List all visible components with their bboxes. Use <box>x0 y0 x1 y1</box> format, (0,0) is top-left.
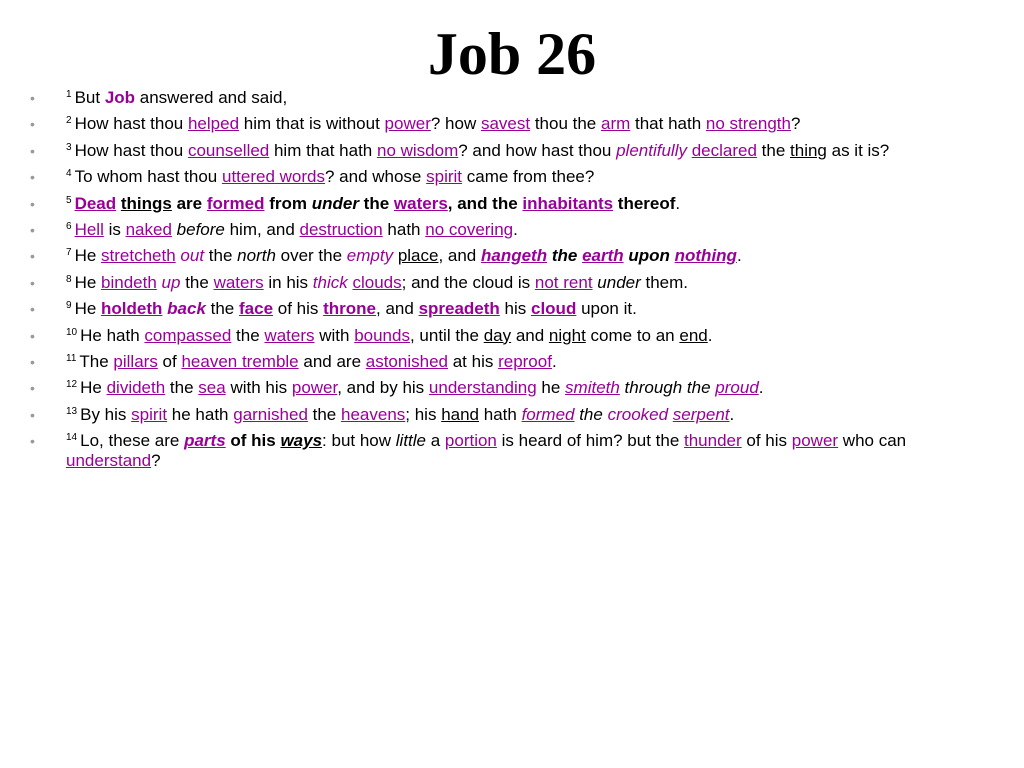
word-link[interactable]: naked <box>125 219 172 239</box>
verse-text: a <box>426 431 445 451</box>
word-link[interactable]: clouds <box>352 272 402 292</box>
verse-item <box>30 167 996 187</box>
verse-text: the <box>204 246 238 266</box>
verse-text: To whom hast thou <box>74 167 222 187</box>
verse-item <box>30 299 996 319</box>
verse-text: the <box>180 272 214 292</box>
word-link[interactable]: heaven tremble <box>181 351 299 371</box>
verse-text: . <box>736 246 742 266</box>
word-link[interactable]: earth <box>582 246 624 266</box>
verse-text: thing <box>790 140 827 160</box>
verse-item <box>30 404 996 425</box>
word-link[interactable]: waters <box>213 272 264 292</box>
verse-text: his <box>499 299 531 319</box>
verse-number: 3 <box>66 141 72 153</box>
verse-text: hath <box>382 219 426 239</box>
verse-item <box>30 114 996 134</box>
verse-text: How hast thou <box>74 140 188 160</box>
verse-text: , and <box>438 246 481 266</box>
bullet: • <box>30 353 35 370</box>
word-link[interactable]: spirit <box>426 167 463 187</box>
verse-text: thereof <box>613 193 676 213</box>
verse-text: at his <box>447 351 499 371</box>
verse-text: By his <box>80 404 132 424</box>
verse-text: place <box>397 246 439 266</box>
verse-text: before <box>176 219 225 239</box>
verse-text: under <box>311 193 359 213</box>
verse-text: , and <box>376 299 419 319</box>
verse-number: 10 <box>66 326 78 338</box>
verse-item <box>30 272 996 293</box>
verse-text: with his <box>225 378 292 398</box>
word-link[interactable]: thick <box>312 272 348 292</box>
verse-text: that hath <box>630 114 706 134</box>
word-link[interactable]: formed <box>521 404 575 424</box>
verse-text: and are <box>298 351 366 371</box>
verse-item <box>30 378 996 398</box>
word-link[interactable]: pillars <box>113 351 158 371</box>
verse-text: the <box>756 140 791 160</box>
verse-number: 7 <box>66 247 72 259</box>
word-link[interactable]: throne <box>323 299 377 319</box>
word-link[interactable]: holdeth <box>101 299 163 319</box>
word-link[interactable]: spirit <box>131 404 168 424</box>
verse-text: the <box>547 246 583 266</box>
verse-number: 9 <box>66 300 72 312</box>
verse-text: hath <box>479 404 522 424</box>
word-link[interactable]: declared <box>691 140 757 160</box>
verse-text: ? <box>151 451 161 471</box>
verse-text: from <box>264 193 312 213</box>
word-link[interactable]: spreadeth <box>418 299 500 319</box>
word-link[interactable]: empty <box>346 246 394 266</box>
verse-text: He <box>74 299 102 319</box>
word-link[interactable]: out <box>180 246 205 266</box>
verse-text: came from thee? <box>462 167 595 187</box>
bullet: • <box>30 327 35 344</box>
verse-text: with <box>314 325 355 345</box>
verse-list <box>30 88 996 477</box>
verse-text: through the <box>619 378 716 398</box>
verse-text: . <box>551 351 557 371</box>
word-link[interactable]: Dead <box>74 193 117 213</box>
word-link[interactable]: reproof <box>498 351 552 371</box>
verse-item <box>30 351 996 372</box>
verse-text: , and by his <box>337 378 429 398</box>
word-link[interactable]: not rent <box>534 272 593 292</box>
verse-number: 4 <box>66 168 72 180</box>
verse-text: them. <box>640 272 689 292</box>
verse-text: hand <box>441 404 480 424</box>
word-link[interactable]: arm <box>600 114 631 134</box>
word-link[interactable]: proud <box>715 378 759 398</box>
bullet: • <box>30 116 35 133</box>
verse-item <box>30 325 996 346</box>
word-link[interactable]: no covering <box>425 219 514 239</box>
word-link[interactable]: stretcheth <box>101 246 176 266</box>
word-link[interactable]: savest <box>480 114 531 134</box>
verse-text: over the <box>275 246 347 266</box>
verse-number: 8 <box>66 273 72 285</box>
verse-text: he <box>536 378 566 398</box>
verse-text: are <box>171 193 207 213</box>
verse-text: ways <box>280 431 323 451</box>
word-link[interactable]: inhabitants <box>522 193 614 213</box>
verse-text: in his <box>263 272 313 292</box>
bullet: • <box>30 90 35 106</box>
verse-text: him that is without <box>239 114 385 134</box>
verse-text: is <box>103 219 126 239</box>
word-link[interactable]: no wisdom <box>376 140 459 160</box>
bullet: • <box>30 195 35 212</box>
verse-item <box>30 193 996 214</box>
verse-text: ? how <box>430 114 481 134</box>
bullet: • <box>30 221 35 238</box>
word-link[interactable]: helped <box>187 114 240 134</box>
verse-text: the <box>307 404 341 424</box>
verse-text: day <box>483 325 512 345</box>
word-link[interactable]: formed <box>206 193 265 213</box>
verse-text: of his <box>741 431 792 451</box>
verse-text: him, and <box>224 219 300 239</box>
word-link[interactable]: smiteth <box>565 378 620 398</box>
verse-text: is heard of him? but the <box>496 431 684 451</box>
word-link[interactable]: portion <box>444 431 497 451</box>
verse-text: ? and how hast thou <box>458 140 617 160</box>
verse-text: The <box>79 351 114 371</box>
word-link[interactable]: crooked <box>607 404 669 424</box>
verse-number: 1 <box>66 89 72 100</box>
bullet: • <box>30 142 35 159</box>
verse-text: ; his <box>405 404 442 424</box>
verse-text: the <box>574 404 608 424</box>
word-link[interactable]: back <box>167 299 206 319</box>
verse-text: night <box>548 325 586 345</box>
verse-text: . <box>675 193 681 213</box>
verse-item <box>30 219 996 240</box>
verse-text: He <box>80 378 107 398</box>
verse-number: 11 <box>66 352 77 364</box>
verse-text: little <box>395 431 426 451</box>
word-link[interactable]: cloud <box>531 299 577 319</box>
word-link[interactable]: power <box>384 114 431 134</box>
verse-text: upon <box>623 246 675 266</box>
verse-text: he hath <box>167 404 234 424</box>
bullet: • <box>30 380 35 397</box>
verse-text: answered and said, <box>135 88 288 107</box>
verse-text: . <box>729 404 735 424</box>
verse-text: But <box>74 88 105 107</box>
verse-text: He hath <box>80 325 145 345</box>
slide-title: Job 26 <box>427 21 597 87</box>
verse-number: 2 <box>66 115 72 127</box>
verse-text: things <box>120 193 172 213</box>
word-link[interactable]: destruction <box>299 219 383 239</box>
word-link[interactable]: face <box>239 299 274 319</box>
verse-item <box>30 140 996 161</box>
verse-text: ; and the cloud is <box>401 272 535 292</box>
word-link[interactable]: plentifully <box>616 140 687 160</box>
verse-text: the <box>358 193 394 213</box>
bullet: • <box>30 248 35 265</box>
word-link[interactable]: astonished <box>365 351 448 371</box>
verse-number: 12 <box>66 379 78 391</box>
verse-text: of his <box>273 299 324 319</box>
verse-item <box>30 431 996 471</box>
verse-text: thou the <box>530 114 601 134</box>
word-link[interactable]: heavens <box>341 404 406 424</box>
word-link[interactable]: parts <box>184 431 226 451</box>
verse-text: who can <box>838 431 907 451</box>
verse-item <box>30 246 996 266</box>
verse-text: north <box>237 246 276 266</box>
verse-text: the <box>165 378 199 398</box>
verse-text: as it is? <box>826 140 890 160</box>
bullet: • <box>30 274 35 291</box>
verse-item <box>30 88 996 108</box>
word-link[interactable]: bounds <box>354 325 410 345</box>
word-link[interactable]: nothing <box>674 246 737 266</box>
word-link[interactable]: Job <box>104 88 136 107</box>
verse-text: He <box>74 272 102 292</box>
verse-text: end <box>679 325 708 345</box>
word-link[interactable]: divideth <box>106 378 166 398</box>
verse-number: 14 <box>66 432 78 444</box>
word-link[interactable]: bindeth <box>101 272 157 292</box>
verse-number: 13 <box>66 405 78 417</box>
bullet: • <box>30 301 35 318</box>
bullet: • <box>30 406 35 423</box>
verse-number: 5 <box>66 194 72 206</box>
word-link[interactable]: garnished <box>233 404 308 424</box>
verse-text: of <box>157 351 182 371</box>
verse-text: come to an <box>585 325 680 345</box>
bullet: • <box>30 169 35 186</box>
verse-text: How hast thou <box>74 114 188 134</box>
verse-number: 6 <box>66 220 72 232</box>
word-link[interactable]: waters <box>264 325 315 345</box>
verse-text: under <box>597 272 641 292</box>
verse-text: the <box>231 325 265 345</box>
word-link[interactable]: sea <box>198 378 226 398</box>
verse-text: . <box>707 325 713 345</box>
word-link[interactable]: power <box>291 378 338 398</box>
verse-text: . <box>513 219 518 239</box>
word-link[interactable]: compassed <box>144 325 232 345</box>
verse-text: , until the <box>409 325 484 345</box>
word-link[interactable]: waters <box>393 193 448 213</box>
word-link[interactable]: uttered words <box>221 167 325 187</box>
word-link[interactable]: understand <box>66 451 152 471</box>
word-link[interactable]: up <box>161 272 181 292</box>
verse-text: He <box>74 246 102 266</box>
word-link[interactable]: Hell <box>74 219 104 239</box>
verse-text: him that hath <box>269 140 377 160</box>
word-link[interactable]: no strength <box>705 114 791 134</box>
verse-text: . <box>758 378 764 398</box>
verse-text: : but how <box>322 431 396 451</box>
word-link[interactable]: thunder <box>684 431 742 451</box>
word-link[interactable]: power <box>791 431 839 451</box>
word-link[interactable]: hangeth <box>481 246 548 266</box>
verse-text: upon it. <box>576 299 637 319</box>
verse-text: ? <box>790 114 801 134</box>
word-link[interactable]: serpent <box>672 404 730 424</box>
verse-text: of his <box>225 431 281 451</box>
word-link[interactable]: counselled <box>187 140 270 160</box>
verse-text: and <box>511 325 549 345</box>
verse-text: ? and whose <box>324 167 427 187</box>
verse-text: the <box>205 299 239 319</box>
bullet: • <box>30 433 35 450</box>
verse-text: , and the <box>447 193 523 213</box>
verse-text: Lo, these are <box>80 431 185 451</box>
word-link[interactable]: understanding <box>428 378 537 398</box>
